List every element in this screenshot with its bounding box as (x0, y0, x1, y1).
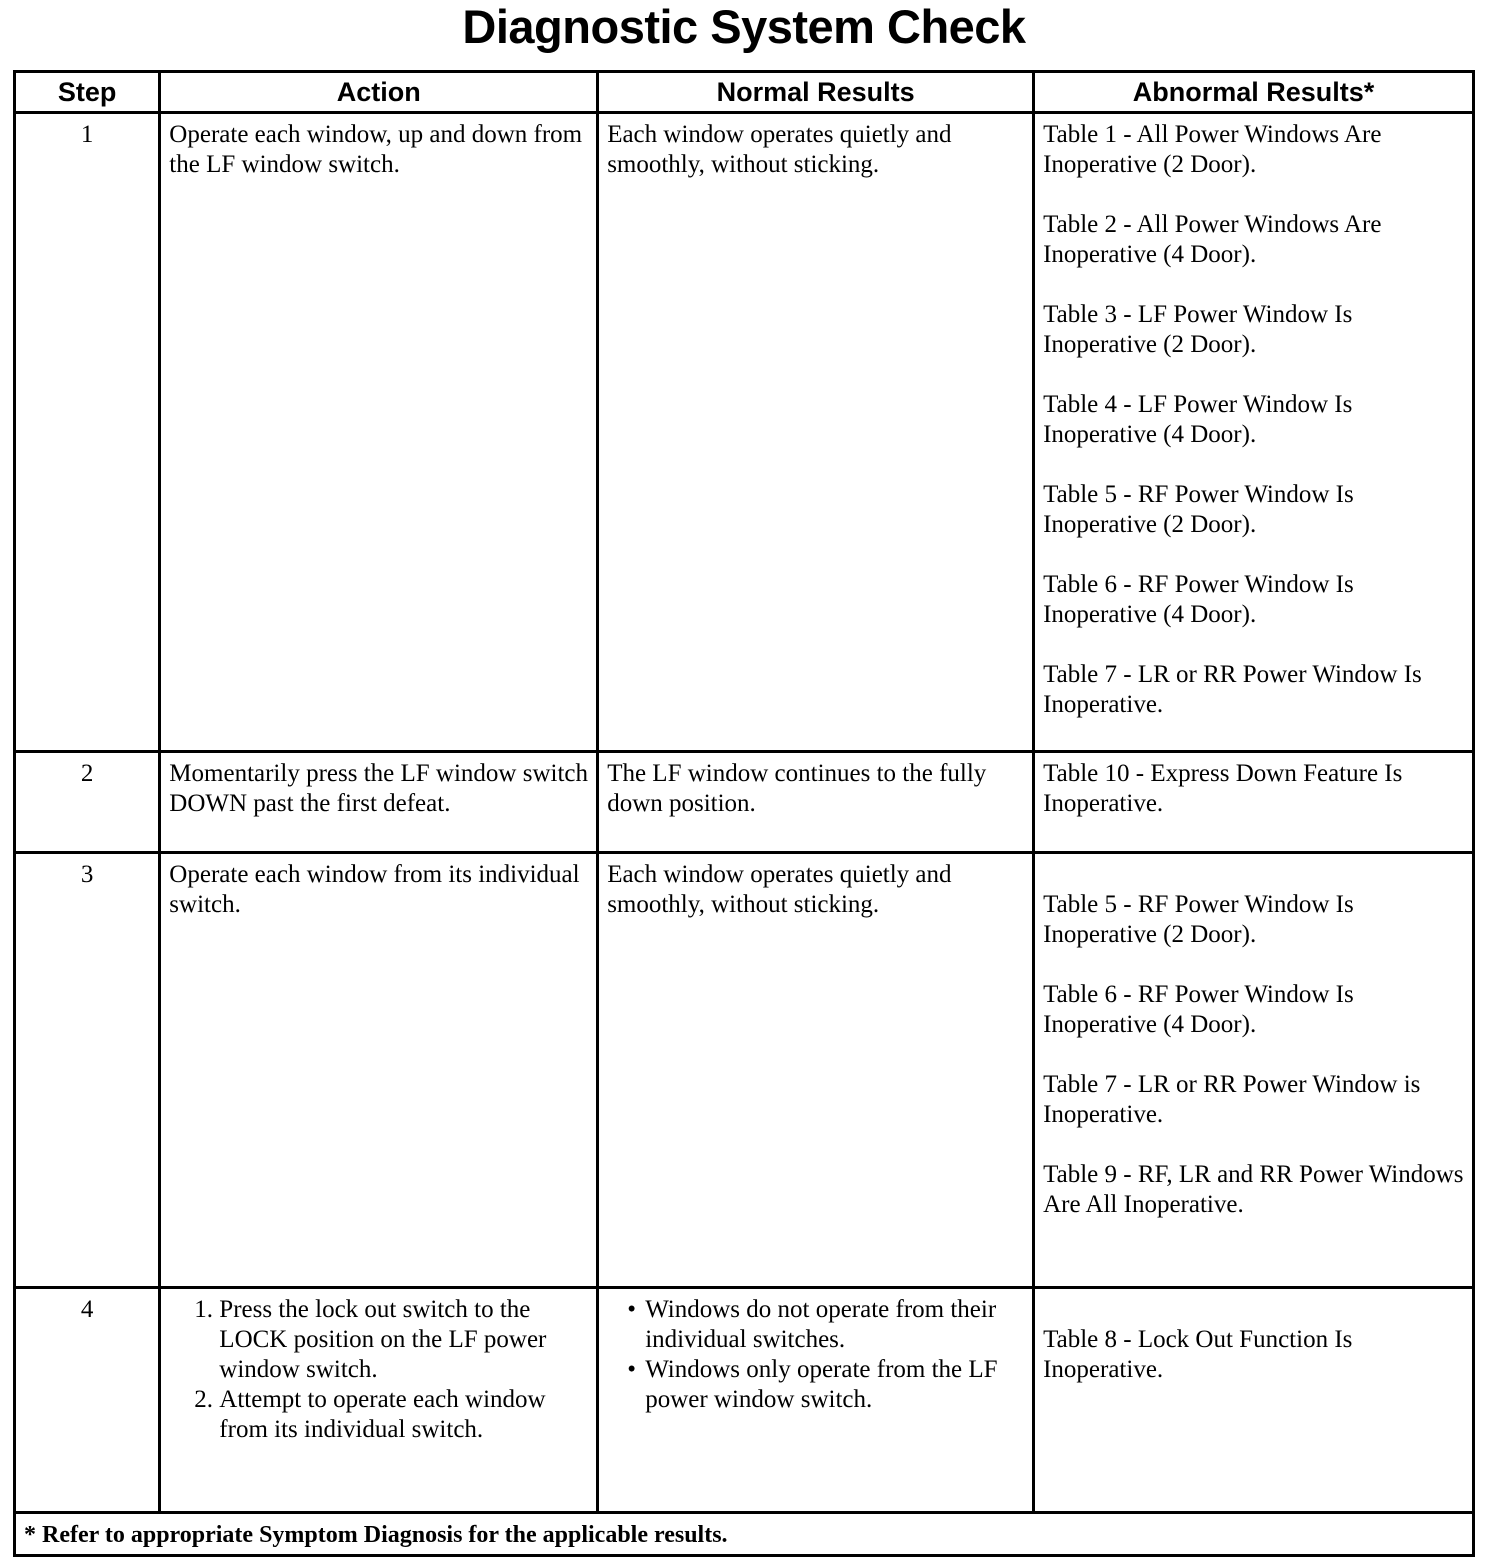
step-number: 4 (15, 1288, 160, 1513)
abnormal-result-item: Table 10 - Express Down Feature Is Inoperative. (1043, 760, 1403, 817)
footnote: * Refer to appropriate Symptom Diagnosis for the applicable results. (15, 1513, 1474, 1556)
abnormal-result-item: Table 7 - LR or RR Power Window is Inoperative. (1043, 1071, 1421, 1128)
abnormal-result-item: Table 2 - All Power Windows Are Inoperative (4 Door). (1043, 211, 1382, 268)
table-row (15, 113, 1474, 752)
normal-result-list (607, 1295, 1024, 1415)
normal-result-cell (598, 1288, 1034, 1513)
footnote-row (15, 1513, 1474, 1556)
diagnostic-table (13, 70, 1475, 1557)
abnormal-result-item: Table 1 - All Power Windows Are Inoperative (2 Door). (1043, 121, 1382, 178)
action-cell: Momentarily press the LF window switch DOWN past the first defeat. (160, 752, 598, 853)
abnormal-result-item: Table 5 - RF Power Window Is Inoperative (2 Door). (1043, 481, 1354, 538)
abnormal-result-item: Table 5 - RF Power Window Is Inoperative (2 Door). (1043, 891, 1354, 948)
step-number: 1 (15, 113, 160, 752)
abnormal-result-cell (1034, 853, 1474, 1288)
page-title: Diagnostic System Check (462, 0, 1026, 53)
abnormal-result-item: Table 7 - LR or RR Power Window Is Inoperative. (1043, 661, 1422, 718)
action-step-list (169, 1295, 588, 1445)
abnormal-result-cell (1034, 1288, 1474, 1513)
abnormal-result-item: Table 8 - Lock Out Function Is Inoperative. (1043, 1326, 1353, 1383)
header-step: Step (15, 72, 160, 113)
abnormal-result-cell (1034, 752, 1474, 853)
header-abnormal-results: Abnormal Results* (1034, 72, 1474, 113)
normal-result-cell: Each window operates quietly and smoothly, without sticking. (598, 113, 1034, 752)
header-row (15, 72, 1474, 113)
normal-result-cell: Each window operates quietly and smoothly, without sticking. (598, 853, 1034, 1288)
abnormal-result-item: Table 4 - LF Power Window Is Inoperative (4 Door). (1043, 391, 1353, 448)
abnormal-result-item: Table 9 - RF, LR and RR Power Windows Are All Inoperative. (1043, 1161, 1464, 1218)
header-action: Action (160, 72, 598, 113)
step-number: 2 (15, 752, 160, 853)
normal-result-item: • Windows only operate from the LF power window switch. (645, 1355, 1024, 1415)
abnormal-result-cell (1034, 113, 1474, 752)
normal-result-item: • Windows do not operate from their individual switches. (645, 1295, 1024, 1355)
abnormal-result-item: Table 6 - RF Power Window Is Inoperative (4 Door). (1043, 571, 1354, 628)
abnormal-result-item: Table 3 - LF Power Window Is Inoperative (2 Door). (1043, 301, 1353, 358)
action-cell (160, 1288, 598, 1513)
table-row (15, 752, 1474, 853)
step-number: 3 (15, 853, 160, 1288)
action-step-item: 2. Attempt to operate each window from its individual switch. (219, 1385, 588, 1445)
table-row (15, 853, 1474, 1288)
header-normal-results: Normal Results (598, 72, 1034, 113)
action-step-item: 1. Press the lock out switch to the LOCK position on the LF power window switch. (219, 1295, 588, 1385)
table-row (15, 1288, 1474, 1513)
action-cell: Operate each window from its individual switch. (160, 853, 598, 1288)
abnormal-result-item: Table 6 - RF Power Window Is Inoperative (4 Door). (1043, 981, 1354, 1038)
normal-result-cell: The LF window continues to the fully down position. (598, 752, 1034, 853)
action-cell: Operate each window, up and down from the LF window switch. (160, 113, 598, 752)
